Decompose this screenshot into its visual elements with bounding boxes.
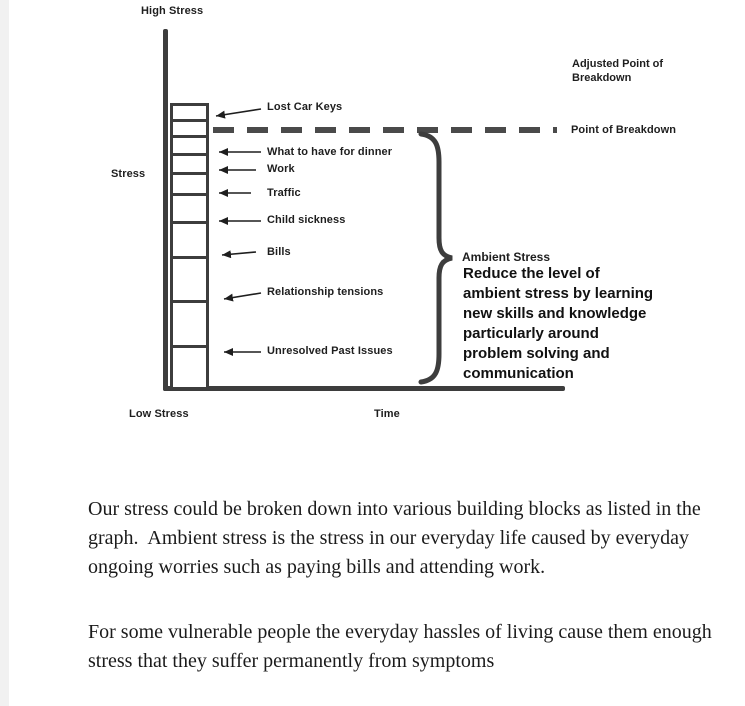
- block-label: Traffic: [267, 187, 301, 199]
- ambient-stress-advice-text: Reduce the level of ambient stress by learning new skills and knowledge particularly around problem solving and communication: [463, 265, 654, 382]
- block-label: Work: [267, 163, 295, 175]
- paragraph: For some vulnerable people the everyday hassles of living cause them enough stress that they suffer permanently from symptoms: [88, 621, 717, 672]
- block-divider: [173, 221, 206, 224]
- point-of-breakdown-label: Point of Breakdown: [571, 124, 677, 136]
- block-divider: [173, 300, 206, 303]
- block-label: Lost Car Keys: [267, 101, 343, 113]
- ambient-stress-label: Ambient Stress: [462, 250, 551, 264]
- block-divider: [173, 345, 206, 348]
- block-label: What to have for dinner: [267, 146, 393, 158]
- block-divider: [173, 119, 206, 122]
- block-divider: [173, 256, 206, 259]
- label-arrow-bills: [222, 252, 256, 255]
- block-divider: [173, 172, 206, 175]
- adjusted-point-of-breakdown-label: Adjusted Point of Breakdown: [572, 58, 664, 84]
- block-divider: [173, 153, 206, 156]
- time-axis-label: Time: [374, 408, 400, 420]
- x-axis-line: [163, 386, 565, 391]
- block-label: Bills: [267, 246, 291, 258]
- ambient-stress-brace: [421, 134, 452, 382]
- block-divider: [173, 135, 206, 138]
- stress-axis-label: Stress: [111, 168, 146, 180]
- paragraph: Our stress could be broken down into various building blocks as listed in the graph. Ambient stress is the stress in our everyday life caused by everyday ongoing worries such as paying bills and attending work.: [88, 498, 706, 578]
- block-label: Relationship tensions: [267, 286, 384, 298]
- block-label: Unresolved Past Issues: [267, 345, 393, 357]
- label-arrow-lost-car-keys: [216, 109, 261, 116]
- y-axis-line: [163, 29, 168, 391]
- block-label: Child sickness: [267, 214, 346, 226]
- label-arrow-relationship-tensions: [224, 293, 261, 299]
- low-stress-label: Low Stress: [129, 408, 189, 420]
- high-stress-label: High Stress: [141, 5, 204, 17]
- block-divider: [173, 193, 206, 196]
- body-text: [88, 495, 717, 676]
- stress-blocks: [170, 103, 209, 390]
